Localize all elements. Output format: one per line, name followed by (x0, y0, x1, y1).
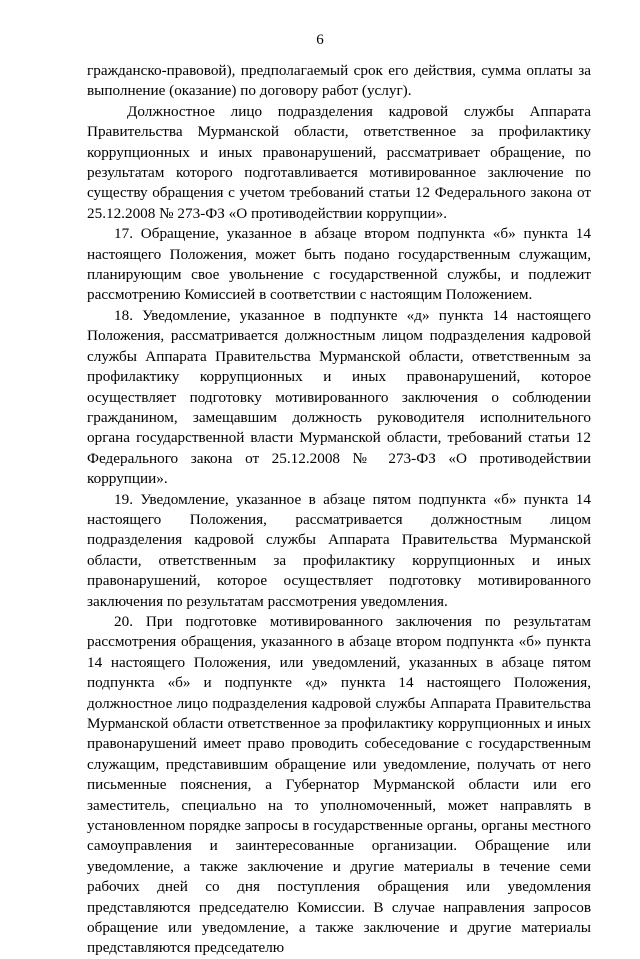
paragraph-18: 18. Уведомление, указанное в подпункте «д» пункта 14 настоящего Положения, рассматривается должностным лицом подразделения кадровой службы Аппарата Правительства Мурманской области, ответственным за профилактику коррупционных и иных правонарушений, которое осуществляет подготовку мотивированного заключения о соблюдении гражданином, замещавшим должность руководителя исполнительного органа государственной власти Мурманской области, требований статьи 12 Федерального закона от 25.12.2008 № 273-ФЗ «О противодействии коррупции». (87, 306, 591, 488)
paragraph-official-review: Должностное лицо подразделения кадровой службы Аппарата Правительства Мурманской области, ответственное за профилактику коррупционных и иных правонарушений, рассматривает обращение, по результатам которого подготавливается мотивированное заключение по существу обращения с учетом требований статьи 12 Федерального закона от 25.12.2008 № 273-ФЗ «О противодействии коррупции». (87, 102, 591, 222)
paragraph-20: 20. При подготовке мотивированного заключения по результатам рассмотрения обращения, указанного в абзаце втором подпункта «б» пункта 14 настоящего Положения, или уведомлений, указанных в абзаце пятом подпункта «б» и подпункте «д» пункта 14 настоящего Положения, должностное лицо подразделения кадровой службы Аппарата Правительства Мурманской области ответственное за профилактику коррупционных и иных правонарушений имеет право проводить собеседование с государственным служащим, представившим обращение или уведомление, получать от него письменные пояснения, а Губернатор Мурманской области или его заместитель, специально на то уполномоченный, может направлять в установленном порядке запросы в государственные органы, органы местного самоуправления и заинтересованные организации. Обращение или уведомление, а также заключение и другие материалы в течение семи рабочих дней со дня поступления обращения или уведомления представляются председателю Комиссии. В случае направления запросов обращение или уведомление, а также заключение и другие материалы представляются председателю (87, 612, 591, 957)
paragraph-continuation: гражданско-правовой), предполагаемый срок его действия, сумма оплаты за выполнение (оказание) по договору работ (услуг). (87, 62, 591, 100)
paragraph-19: 19. Уведомление, указанное в абзаце пятом подпункта «б» пункта 14 настоящего Положения, рассматривается должностным лицом подразделения кадровой службы Аппарата Правительства Мурманской области, ответственным за профилактику коррупционных и иных правонарушений, которое осуществляет подготовку мотивированного заключения по результатам рассмотрения уведомления. (87, 490, 591, 610)
page-number: 6 (316, 32, 324, 48)
paragraph-17: 17. Обращение, указанное в абзаце втором подпункта «б» пункта 14 настоящего Положения, может быть подано государственным служащим, планирующим свое увольнение с государственной службы, и подлежит рассмотрению Комиссией в соответствии с настоящим Положением. (87, 225, 591, 304)
document-body (87, 61, 591, 959)
